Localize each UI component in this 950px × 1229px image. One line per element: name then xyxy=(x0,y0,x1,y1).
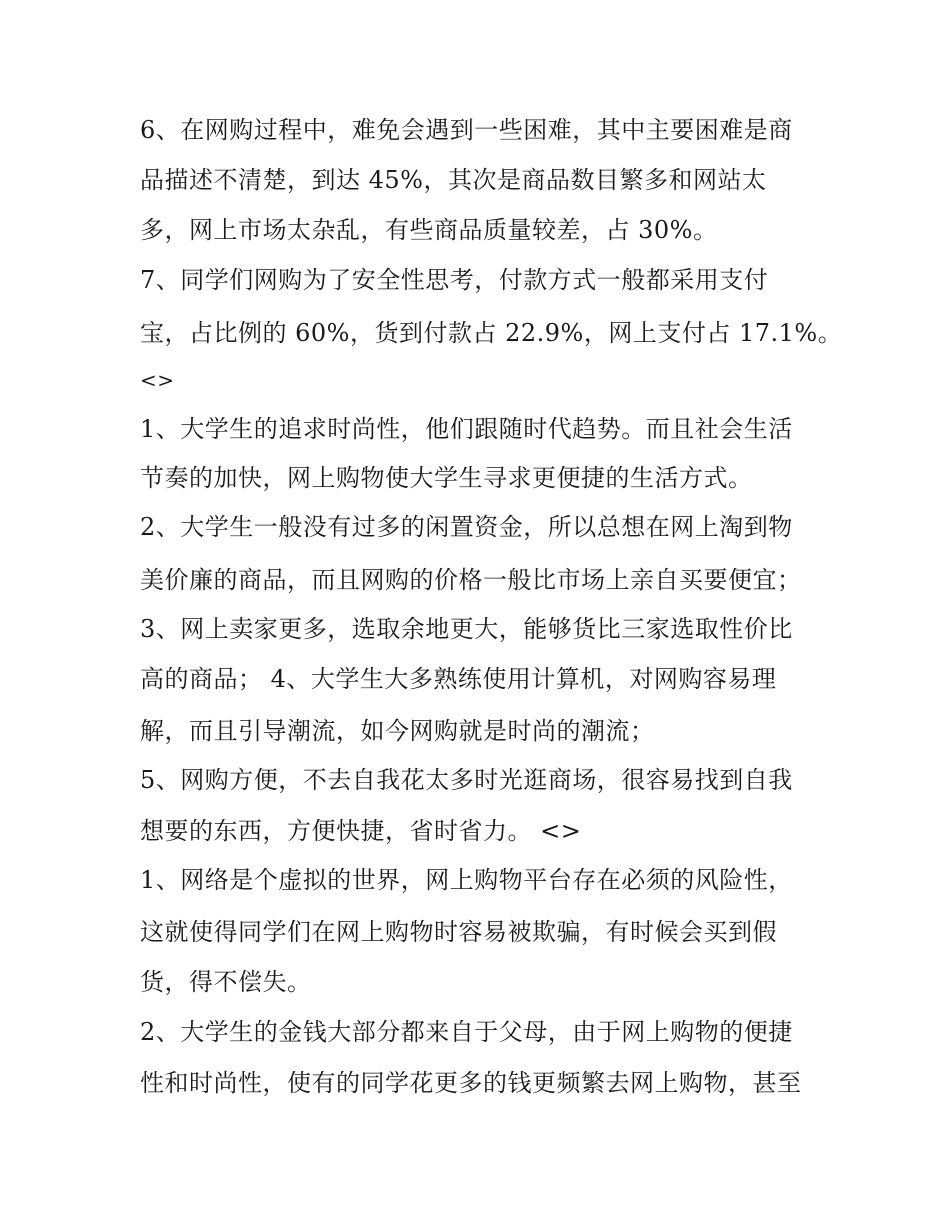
text-line: 3、网上卖家更多，选取余地更大，能够货比三家选取性价比 xyxy=(140,615,793,643)
text-line: 1、大学生的追求时尚性，他们跟随时代趋势。而且社会生活 xyxy=(140,415,793,443)
text-line: 货，得不偿失。 xyxy=(140,968,312,996)
text-line: 性和时尚性，使有的同学花更多的钱更频繁去网上购物，甚至 xyxy=(140,1069,802,1097)
text-line: 多，网上市场太杂乱，有些商品质量较差，占 30%。 xyxy=(140,216,718,244)
text-line: 2、大学生一般没有过多的闲置资金，所以总想在网上淘到物 xyxy=(140,513,793,541)
text-line: 节奏的加快，网上购物使大学生寻求更便捷的生活方式。 xyxy=(140,464,753,492)
text-line: <> xyxy=(140,368,175,392)
text-line: 5、网购方便，不去自我花太多时光逛商场，很容易找到自我 xyxy=(140,766,793,794)
text-line: 品描述不清楚，到达 45%，其次是商品数目繁多和网站太 xyxy=(140,166,767,194)
text-line: 解，而且引导潮流，如今网购就是时尚的潮流； xyxy=(140,717,655,745)
text-line: 这就使得同学们在网上购物时容易被欺骗，有时候会买到假 xyxy=(140,918,777,946)
text-line: 6、在网购过程中，难免会遇到一些困难，其中主要困难是商 xyxy=(140,116,793,144)
text-line: 宝，占比例的 60%，货到付款占 22.9%，网上支付占 17.1%。 xyxy=(140,319,843,347)
text-line: 7、同学们网购为了安全性思考，付款方式一般都采用支付 xyxy=(140,266,769,294)
text-line: 1、网络是个虚拟的世界，网上购物平台存在必须的风险性， xyxy=(140,866,793,894)
text-line: 想要的东西，方便快捷，省时省力。 <> xyxy=(140,817,582,845)
text-line: 美价廉的商品，而且网购的价格一般比市场上亲自买要便宜； xyxy=(140,566,802,594)
text-line: 2、大学生的金钱大部分都来自于父母，由于网上购物的便捷 xyxy=(140,1018,793,1046)
text-line: 高的商品； 4、大学生大多熟练使用计算机，对网购容易理 xyxy=(140,665,777,693)
